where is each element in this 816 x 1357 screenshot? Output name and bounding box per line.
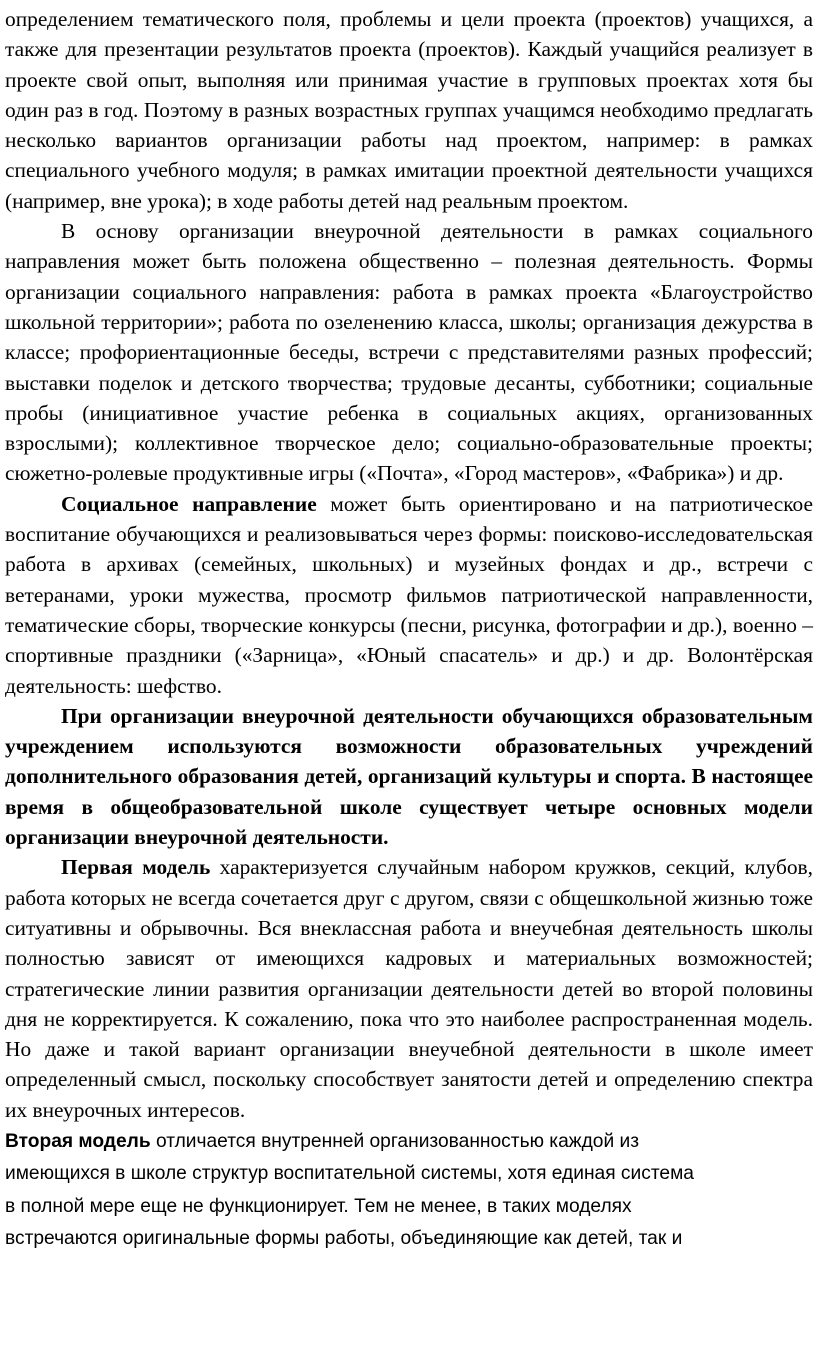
paragraph-project-intro: определением тематического поля, проблемы и цели проекта (проектов) учащихся, а также для презентации результатов проекта (проектов). Каждый учащийся реализует в проекте свой опыт, выполняя или принимая участие в групповых проектах хотя бы один раз в год. Поэтому в разных возрастных группах учащимся необходимо предлагать несколько вариантов организации работы над проектом, например: в рамках специального учебного модуля; в рамках имитации проектной деятельности учащихся (например, вне урока); в ходе работы детей над реальным проектом. <box>5 7 813 213</box>
term-social-direction: Социальное направление <box>61 491 317 516</box>
paragraph-second-model-line-4: встречаются оригинальные формы работы, объединяющие как детей, так и <box>5 1227 683 1249</box>
paragraph-second-model-line-3: в полной мере еще не функционирует. Тем не менее, в таких моделях <box>5 1195 632 1217</box>
paragraph-models-intro: При организации внеурочной деятельности обучающихся образовательным учреждением используются возможности образовательных учреждений дополнительного образования детей, организаций культуры и спорта. В настоящее время в общеобразовательной школе существует четыре основных модели организации внеурочной деятельности. <box>5 703 813 850</box>
paragraph-first-model <box>5 852 813 1125</box>
paragraph-patriotic <box>5 489 813 701</box>
paragraph-social-direction: В основу организации внеурочной деятельности в рамках социального направления может быть положена общественно – полезная деятельность. Формы организации социального направления: работа в рамках проекта «Благоустройство школьной территории»; работа по озеленению класса, школы; организация дежурства в классе; профориентационные беседы, встречи с представителями разных профессий; выставки поделок и детского творчества; трудовые десанты, субботники; социальные пробы (инициативное участие ребенка в социальных акциях, организованных взрослыми); коллективное творческое дело; социально-образовательные проекты; сюжетно-ролевые продуктивные игры («Почта», «Город мастеров», «Фабрика») и др. <box>5 219 813 486</box>
term-first-model: Первая модель <box>61 855 211 880</box>
paragraph-second-model-line-2: имеющихся в школе структур воспитательной системы, хотя единая система <box>5 1163 694 1185</box>
paragraph-first-model-text: характеризуется случайным набором кружков, секций, клубов, работа которых не всегда сочетается друг с другом, связи с общешкольной жизнью тоже ситуативны и обрывочны. Вся внеклассная работа и внеучебная деятельность школы полностью зависят от имеющихся кадровых и материальных возможностей; стратегические линии развития организации деятельности детей во второй половины дня не корректируется. К сожалению, пока что это наиболее распространенная модель. Но даже и такой вариант организации внеучебной деятельности в школе имеет определенный смысл, поскольку способствует занятости детей и определению спектра их внеурочных интересов. <box>5 855 813 1122</box>
term-second-model: Вторая модель <box>5 1130 151 1152</box>
paragraph-patriotic-text: может быть ориентировано и на патриотическое воспитание обучающихся и реализовываться через формы: поисково-исследовательская работа в архивах (семейных, школьных) и музейных фондах и др., встречи с ветеранами, уроки мужества, просмотр фильмов патриотической направленности, тематические сборы, творческие конкурсы (песни, рисунка, фотографии и др.), военно – спортивные праздники («Зарница», «Юный спасатель» и др.) и др. Волонтёрская деятельность: шефство. <box>5 491 813 698</box>
paragraph-second-model <box>5 1126 813 1255</box>
paragraph-second-model-line-1: отличается внутренней организованностью каждой из <box>150 1130 640 1152</box>
